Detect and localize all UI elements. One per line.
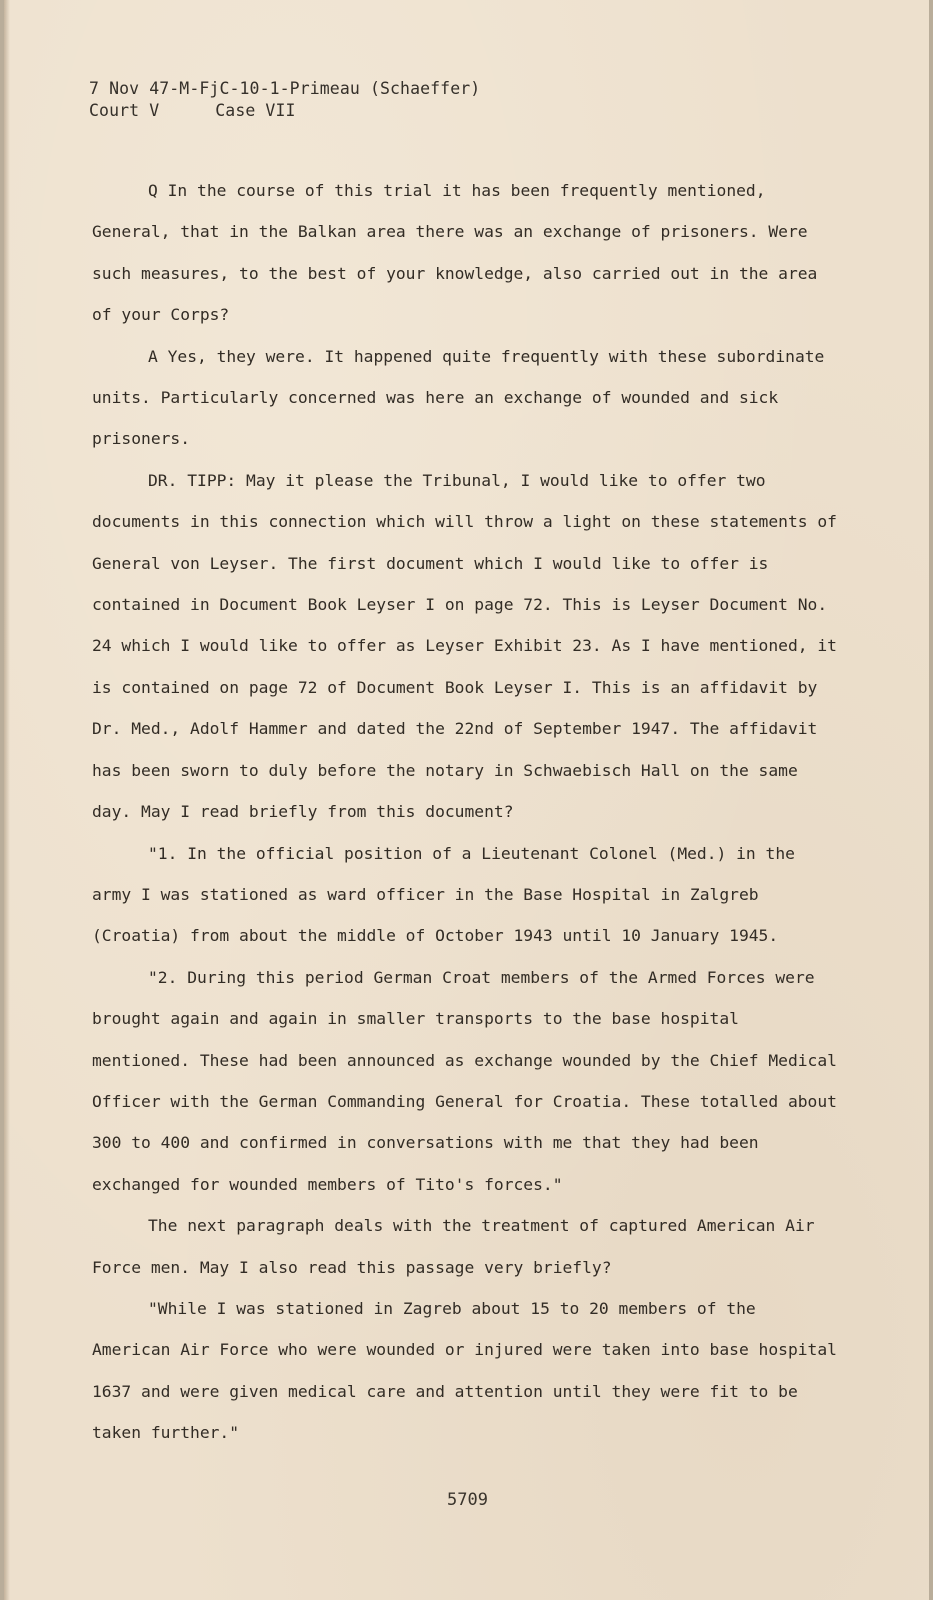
page-number: 5709 [447,1490,488,1510]
document-page [4,0,929,1600]
paragraph-question: Q In the course of this trial it has been frequently mentioned, General, that in the Balkan area there was an exchange of prisoners. Were such measures, to the best of your knowledge, also carried out in the area of your Corps? [92,181,818,325]
paragraph-quote-3: "While I was stationed in Zagreb about 15 to 20 members of the American Air Force who were wounded or injured were taken into base hospital 1637 and were given medical care and attention until they were fit to be taken further." [92,1298,837,1443]
paragraph-quote-1: "1. In the official position of a Lieutenant Colonel (Med.) in the army I was stationed as ward officer in the Base Hospital in Zalgreb (Croatia) from about the middle of October 1943 until 10 January 1945. [92,843,795,946]
paragraph-answer: A Yes, they were. It happened quite frequently with these subordinate units. Particularly concerned was here an exchange of wounded and sick prisoners. [92,346,825,449]
paragraph-quote-2: "2. During this period German Croat members of the Armed Forces were brought again and again in smaller transports to the base hospital mentioned. These had been announced as exchange wounded by the Chief Medical Officer with the German Commanding General for Croatia. These totalled about 300 to 400 and confirmed in conversations with me that they had been exchanged for wounded members of Tito's forces." [92,967,837,1194]
header-case: Case VII [215,101,296,120]
document-header [89,78,480,122]
paragraph-dr-tipp: DR. TIPP: May it please the Tribunal, I would like to offer two documents in this connection which will throw a light on these statements of General von Leyser. The first document which I would like to offer is contained in Document Book Leyser I on page 72. This is Leyser Document No. 24 which I would like to offer as Leyser Exhibit 23. As I have mentioned, it is contained on page 72 of Document Book Leyser I. This is an affidavit by Dr. Med., Adolf Hammer and dated the 22nd of September 1947. The affidavit has been sworn to duly before the notary in Schwaebisch Hall on the same day. May I read briefly from this document? [92,470,837,822]
header-line-2 [89,100,480,122]
paragraph-next: The next paragraph deals with the treatment of captured American Air Force men. May I also read this passage very briefly? [92,1216,815,1277]
header-line-1: 7 Nov 47-M-FjC-10-1-Primeau (Schaeffer) [89,79,481,98]
header-court: Court V [89,101,160,120]
transcript-body [92,170,842,1454]
